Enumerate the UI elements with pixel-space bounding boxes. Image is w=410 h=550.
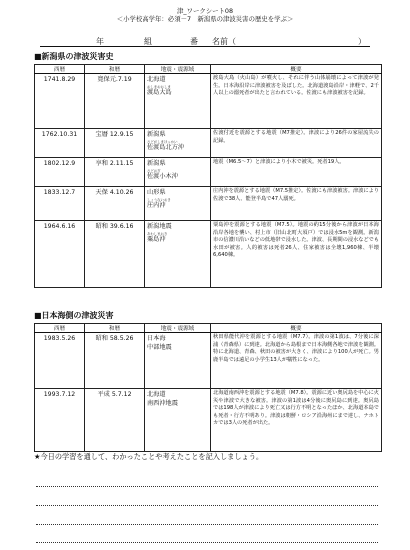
- epicenter-name: 渡島大島: [147, 88, 172, 96]
- table-row: [35, 129, 382, 158]
- epicenter-region: 北海道: [147, 76, 166, 83]
- epicenter-ruby: さどがしまほっかい: [147, 139, 178, 144]
- row-date: 1762.10.31: [35, 129, 85, 158]
- sea-of-japan-tsunami-table: [34, 323, 382, 452]
- row-summary: 地震（M6.5～7）と津波により小木で被災。死者19人。: [211, 158, 382, 187]
- epicenter-region: 日本海: [147, 335, 166, 342]
- header-summary: 概要: [211, 65, 382, 74]
- row-date: 1741.8.29: [35, 74, 85, 129]
- row-date: 1833.12.7: [35, 187, 85, 221]
- row-era: 享和 2.11.15: [85, 158, 145, 187]
- name-label: 名前（: [212, 37, 236, 46]
- reflection-prompt: ★今日の学習を通して、わかったことや考えたことを記入しましょう。: [34, 452, 264, 461]
- answer-line[interactable]: [36, 524, 378, 525]
- epicenter-region: 山形県: [147, 189, 166, 196]
- header-epicenter: 地震・震源域: [145, 324, 211, 333]
- row-era: 寛保元.7.19: [85, 74, 145, 129]
- header-epicenter: 地震・震源域: [145, 65, 211, 74]
- worksheet-title: 津_ワークシート08: [176, 7, 234, 15]
- epicenter-ruby: さどおぎ: [147, 168, 161, 173]
- row-summary: 庄内沖を震源とする地震（M7.5推定）。佐渡にも津波被害。津波により佐渡で38人、能登半島で47人溺死。: [211, 187, 382, 221]
- header-year: 西暦: [35, 65, 85, 74]
- row-era: 天保 4.10.26: [85, 187, 145, 221]
- epicenter-region: 北海道: [147, 391, 166, 398]
- header-era: 和暦: [85, 324, 145, 333]
- row-epicenter: [145, 389, 211, 452]
- epicenter-ruby: しょうないおき: [147, 197, 171, 202]
- epicenter-name: 中部地震: [147, 343, 172, 351]
- answer-line[interactable]: [36, 542, 378, 543]
- name-close-paren: ）: [358, 37, 366, 46]
- epicenter-region: 新潟地震: [147, 223, 172, 230]
- row-era: 昭和 58.5.26: [85, 333, 145, 389]
- row-summary: 佐渡付近を震源とする地震（M7推定）。津波により26件の家屋流失の記録。: [211, 129, 382, 158]
- worksheet-subtitle: ＜小学校高学年：必須－7 新潟県の津波災害の歴史を学ぶ＞: [116, 15, 294, 23]
- epicenter-region: 新潟県: [147, 160, 166, 167]
- row-summary: 粟島沖を震源とする地震（M7.5）。地震の約15分後から津波が日本海沿岸各地を襲い、村上市（旧山北町大須戸）では浸水5mを観測。新潟市の信濃川沿いなどの低地帯で浸水した。津波、長期間の浸水などでも水田が被害。人的被害は死者26人、住家被害は全壊1,960棟、半壊6,640棟。: [211, 221, 382, 288]
- epicenter-name: 庄内沖: [147, 201, 166, 209]
- row-epicenter: [145, 221, 211, 288]
- table-row: [35, 333, 382, 389]
- header-summary: 概要: [211, 324, 382, 333]
- row-summary: 北海道南西沖を震源とする地震（M7.8）。震源に近い奥尻島を中心に火災や津波で大きな被害。津波の第1波は4分後に奥尻島に到達。奥尻島では198人が津波により死亡又は行方不明となったほか、北海道本島でも死者・行方不明あり。津波は朝鮮・ロシア沿海州にまで達し、ナホトカでは3人の死者が出た。: [211, 389, 382, 452]
- row-date: 1993.7.12: [35, 389, 85, 452]
- row-epicenter: [145, 129, 211, 158]
- table-header-row: [35, 324, 382, 333]
- epicenter-ruby: あわしまおき: [147, 231, 168, 236]
- table-row: [35, 389, 382, 452]
- row-date: 1983.5.26: [35, 333, 85, 389]
- table-row: [35, 187, 382, 221]
- row-era: 宝暦 12.9.15: [85, 129, 145, 158]
- row-epicenter: [145, 158, 211, 187]
- epicenter-name: 粟島沖: [147, 235, 166, 243]
- epicenter-name: 南西沖地震: [147, 399, 178, 407]
- student-name-line: [40, 35, 370, 47]
- table-row: [35, 74, 382, 129]
- header-era: 和暦: [85, 65, 145, 74]
- row-date: 1964.6.16: [35, 221, 85, 288]
- row-epicenter: [145, 187, 211, 221]
- niigata-tsunami-table: [34, 64, 382, 288]
- table-header-row: [35, 65, 382, 74]
- epicenter-name: 佐渡島北方沖: [147, 143, 185, 151]
- grade-label: 年: [96, 37, 104, 46]
- epicenter-region: 新潟県: [147, 131, 166, 138]
- row-era: 平成 5.7.12: [85, 389, 145, 452]
- row-date: 1802.12.9: [35, 158, 85, 187]
- epicenter-name: 佐渡小木沖: [147, 172, 178, 180]
- row-epicenter: [145, 333, 211, 389]
- table-row: [35, 158, 382, 187]
- row-summary: 秋田県能代沖を震源とする地震（M7.7）。津波の第1波は、7分後に深浦（青森県）に到達。北海道から島根まで日本海側各地で津波を観測。特に北海道、青森、秋田の被害が大きく、津波により100人が死亡。男鹿半島では遠足の小学生13人が犠牲になった。: [211, 333, 382, 389]
- header-year: 西暦: [35, 324, 85, 333]
- row-summary: 渡島大島（火山島）が噴火し、それに伴う山体崩壊によって津波が発生。日本海沿岸に津波被害を及ぼした。北海道渡島沿岸・津軽で、2千人以上の溺死者が出たと言われている。佐渡にも津波被害を記録。: [211, 74, 382, 129]
- section-title-sea-of-japan: ■日本海側の津波災害: [34, 311, 114, 320]
- section-title-niigata: ■新潟県の津波災害史: [34, 52, 114, 61]
- class-label: 組: [144, 37, 152, 46]
- row-epicenter: [145, 74, 211, 129]
- answer-line[interactable]: [36, 505, 378, 506]
- answer-line[interactable]: [36, 486, 378, 487]
- epicenter-ruby: おしまおおしま: [147, 84, 171, 89]
- table-row: [35, 221, 382, 288]
- number-label: 番: [190, 37, 198, 46]
- row-era: 昭和 39.6.16: [85, 221, 145, 288]
